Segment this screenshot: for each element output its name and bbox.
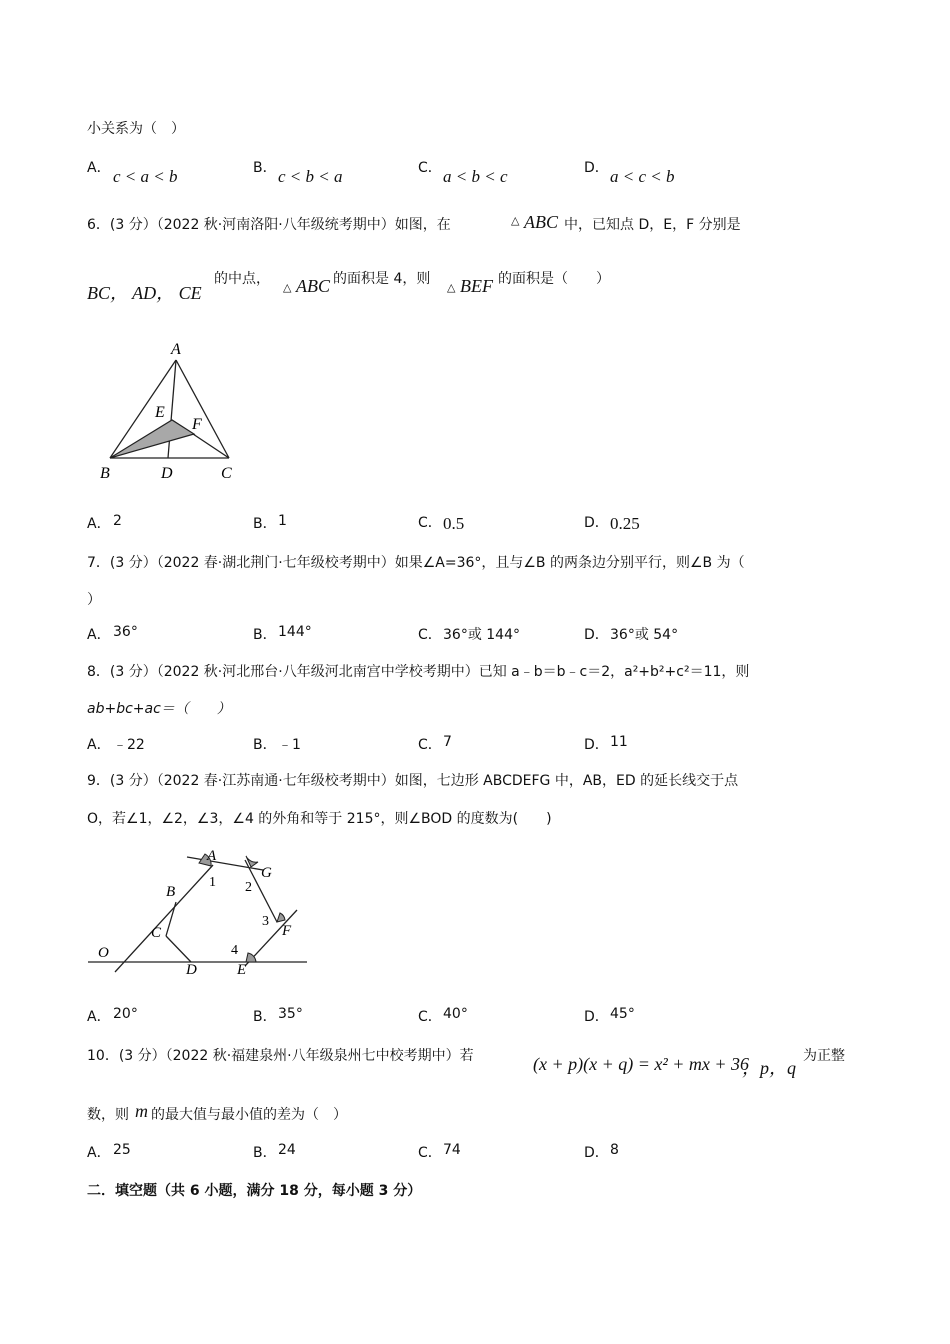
- q6-line1-prefix: 6．(3 分）（2022 秋·河南洛阳·八年级统考期中）如图，在: [87, 217, 451, 233]
- q6-label-f: F: [192, 416, 202, 433]
- q9-option-c-letter: C．: [418, 1009, 442, 1025]
- q9-label-a: A: [207, 848, 217, 864]
- q8-option-d-letter: D．: [584, 737, 609, 753]
- q10-option-b: 24: [278, 1142, 296, 1158]
- q6-option-a-letter: A．: [87, 516, 111, 532]
- q6-triangle-symbol-1: △: [511, 214, 520, 227]
- q8-option-c-letter: C．: [418, 737, 442, 753]
- q6-label-b: B: [100, 465, 110, 482]
- q8-option-d: 11: [610, 734, 628, 750]
- q7-option-d-letter: D．: [584, 627, 609, 643]
- q10-option-c: 74: [443, 1142, 461, 1158]
- q6-label-a: A: [171, 341, 181, 358]
- q9-option-c: 40°: [443, 1006, 468, 1022]
- q9-option-b-letter: B．: [253, 1009, 277, 1025]
- q10-option-a: 25: [113, 1142, 131, 1158]
- q7-option-a-letter: A．: [87, 627, 111, 643]
- q5-option-b: c < b < a: [278, 167, 343, 186]
- q9-label-3: 3: [262, 914, 269, 929]
- q10-m: m: [135, 1101, 148, 1121]
- q10-option-d-letter: D．: [584, 1145, 609, 1161]
- q9-label-4: 4: [231, 943, 238, 958]
- q6-end-text: 的面积是（ ）: [498, 271, 610, 287]
- q10-pq: ，p，q: [742, 1058, 796, 1078]
- q10-line2-a: 数，则: [87, 1107, 129, 1123]
- q7-option-d: 36°或 54°: [610, 627, 679, 643]
- q9-option-a: 20°: [113, 1006, 138, 1022]
- q5-option-c-letter: C．: [418, 160, 442, 176]
- q6-label-c: C: [221, 465, 232, 482]
- question-fragment: 小关系为（ ）: [87, 121, 185, 137]
- q6-label-e: E: [155, 404, 165, 421]
- q8-line2: ab+bc+ac＝（ ）: [87, 701, 231, 717]
- q8-option-a: ﹣22: [113, 737, 145, 753]
- q7-line2: ）: [87, 592, 101, 608]
- q6-abc: ABC: [524, 212, 558, 232]
- q5-option-a: c < a < b: [113, 167, 178, 186]
- q6-option-b-letter: B．: [253, 516, 277, 532]
- q5-option-a-letter: A．: [87, 160, 111, 176]
- q9-label-2: 2: [245, 880, 252, 895]
- q8-line1: 8．(3 分）（2022 秋·河北邢台·八年级河北南宫中学校考期中）已知 a﹣b＝b﹣c＝2，a²+b²+c²＝11，则: [87, 664, 750, 680]
- q5-option-d: a < c < b: [610, 167, 675, 186]
- q6-option-b: 1: [278, 513, 287, 529]
- q6-abc-2: ABC: [296, 276, 330, 296]
- q10-option-b-letter: B．: [253, 1145, 277, 1161]
- q10-option-a-letter: A．: [87, 1145, 111, 1161]
- q9-line1: 9．(3 分）（2022 春·江苏南通·七年级校考期中）如图，七边形 ABCDEFG 中，AB，ED 的延长线交于点: [87, 773, 739, 789]
- q6-bef: BEF: [460, 276, 493, 296]
- q6-option-d: 0.25: [610, 514, 640, 533]
- q6-label-d: D: [161, 465, 173, 482]
- q9-label-o: O: [98, 945, 109, 961]
- q9-label-f: F: [282, 923, 292, 939]
- q9-label-g: G: [261, 865, 272, 881]
- q10-equation: (x + p)(x + q) = x² + mx + 36: [533, 1054, 750, 1074]
- q5-option-b-letter: B．: [253, 160, 277, 176]
- q10-line2-b: 的最大值与最小值的差为（ ）: [151, 1107, 347, 1123]
- q7-option-c-letter: C．: [418, 627, 442, 643]
- q10-prefix: 10．(3 分）（2022 秋·福建泉州·八年级泉州七中校考期中）若: [87, 1048, 474, 1064]
- q6-triangle-symbol-2: △: [283, 281, 292, 294]
- q8-option-b-letter: B．: [253, 737, 277, 753]
- q9-heptagon-figure: [85, 840, 310, 980]
- q6-triangle-figure: [95, 338, 245, 486]
- q6-option-c: 0.5: [443, 514, 465, 533]
- q10-option-c-letter: C．: [418, 1145, 442, 1161]
- q9-option-a-letter: A．: [87, 1009, 111, 1025]
- q9-label-c: C: [151, 925, 162, 941]
- q6-option-d-letter: D．: [584, 515, 609, 531]
- q8-option-a-letter: A．: [87, 737, 111, 753]
- q9-option-d-letter: D．: [584, 1009, 609, 1025]
- section-heading-fill-in: 二．填空题（共 6 小题，满分 18 分，每小题 3 分）: [87, 1183, 422, 1199]
- q10-option-d: 8: [610, 1142, 619, 1158]
- q6-option-a: 2: [113, 513, 122, 529]
- q8-option-b: ﹣1: [278, 737, 301, 753]
- q5-option-c: a < b < c: [443, 167, 508, 186]
- q7-option-a: 36°: [113, 624, 138, 640]
- q7-option-c: 36°或 144°: [443, 627, 520, 643]
- q9-label-e: E: [237, 962, 247, 978]
- q6-option-c-letter: C．: [418, 515, 442, 531]
- q6-area-text: 的面积是 4，则: [333, 271, 431, 287]
- q7-line1: 7．(3 分）（2022 春·湖北荆门·七年级校考期中）如果∠A=36°，且与∠B 的两条边分别平行，则∠B 为（: [87, 555, 745, 571]
- q5-option-d-letter: D．: [584, 160, 609, 176]
- q9-label-1: 1: [209, 875, 216, 890]
- q7-option-b-letter: B．: [253, 627, 277, 643]
- q8-option-c: 7: [443, 734, 452, 750]
- q7-option-b: 144°: [278, 624, 312, 640]
- q6-segments: BC， AD， CE: [87, 283, 202, 303]
- q6-line1-suffix: 中，已知点 D，E，F 分别是: [564, 217, 741, 233]
- q9-option-d: 45°: [610, 1006, 635, 1022]
- q9-option-b: 35°: [278, 1006, 303, 1022]
- q9-line2: O，若∠1，∠2，∠3，∠4 的外角和等于 215°，则∠BOD 的度数为( ): [87, 811, 552, 827]
- q9-label-d: D: [186, 962, 197, 978]
- q10-suffix: 为正整: [803, 1048, 845, 1064]
- q6-triangle-symbol-3: △: [447, 281, 456, 294]
- q9-label-b: B: [166, 884, 176, 900]
- q6-midpoint-text: 的中点，: [214, 271, 270, 287]
